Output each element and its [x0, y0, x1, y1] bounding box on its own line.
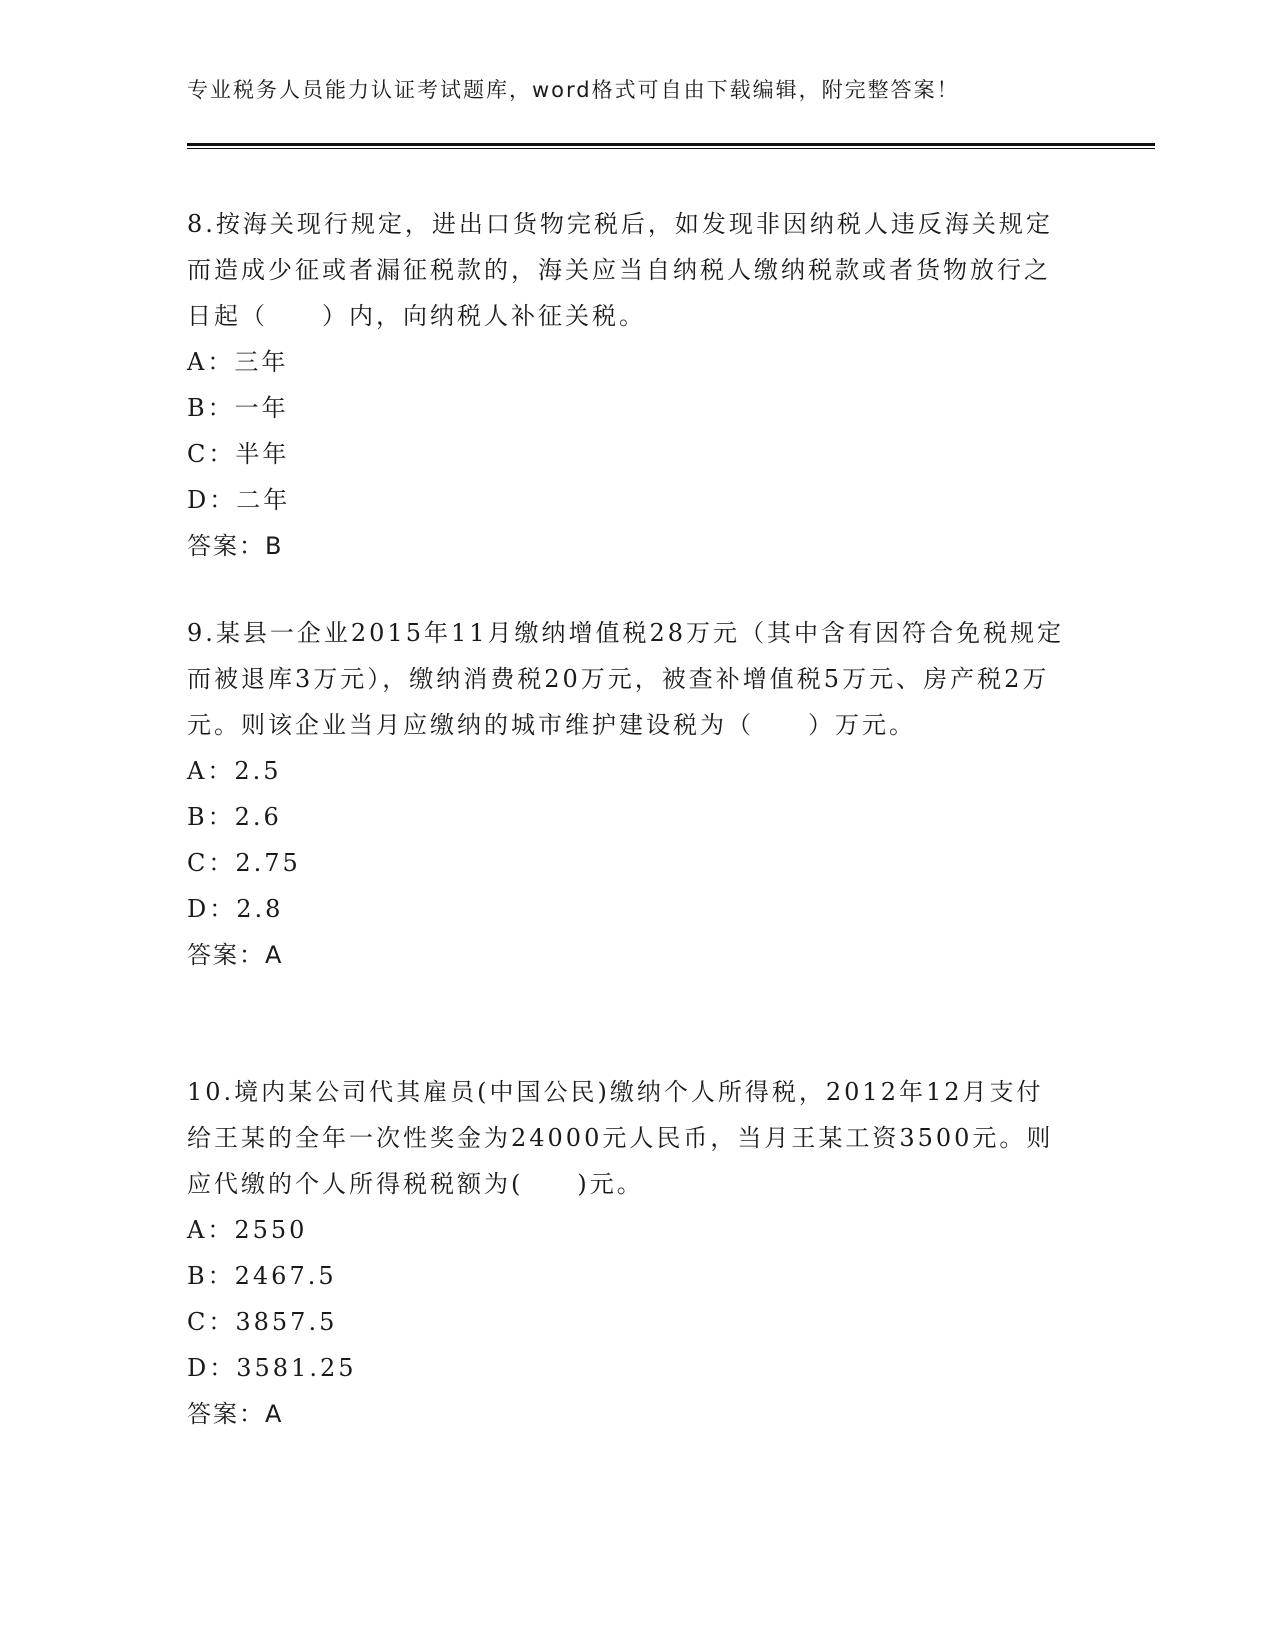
- option-b: B：一年: [187, 394, 289, 422]
- answer-line: 答案：A: [187, 1400, 284, 1428]
- option-b: B：2.6: [187, 803, 282, 831]
- question-stem: 9.某县一企业2015年11月缴纳增值税28万元（其中含有因符合免税规定而被退库3万元），缴纳消费税20万元，被查补增值税5万元、房产税2万元。则该企业当月应缴纳的城市维护建设税为（ ）万元。: [187, 619, 1065, 739]
- header-divider-thick-line: [187, 143, 1155, 146]
- option-d: D：3581.25: [187, 1354, 357, 1382]
- option-a: A：2550: [187, 1216, 308, 1244]
- option-c: C：半年: [187, 440, 290, 468]
- option-a: A：2.5: [187, 757, 282, 785]
- option-b: B：2467.5: [187, 1262, 337, 1290]
- option-c: C：3857.5: [187, 1308, 338, 1336]
- option-a: A：三年: [187, 348, 289, 376]
- question-stem: 10.境内某公司代其雇员(中国公民)缴纳个人所得税，2012年12月支付给王某的全年一次性奖金为24000元人民币，当月王某工资3500元。则应代缴的个人所得税税额为( )元。: [187, 1078, 1054, 1198]
- option-c: C：2.75: [187, 849, 301, 877]
- question-10: [187, 1069, 1067, 1437]
- question-8: [187, 201, 1067, 569]
- header-divider-thin-line: [187, 148, 1155, 149]
- answer-line: 答案：B: [187, 532, 284, 560]
- question-9: [187, 610, 1067, 978]
- option-d: D：二年: [187, 486, 291, 514]
- page-header: 专业税务人员能力认证考试题库，word格式可自由下载编辑，附完整答案！: [187, 78, 960, 102]
- option-d: D：2.8: [187, 895, 284, 923]
- question-stem: 8.按海关现行规定，进出口货物完税后，如发现非因纳税人违反海关规定而造成少征或者漏征税款的，海关应当自纳税人缴纳税款或者货物放行之日起（ ）内，向纳税人补征关税。: [187, 210, 1053, 330]
- header-divider: [187, 143, 1155, 149]
- answer-line: 答案：A: [187, 941, 284, 969]
